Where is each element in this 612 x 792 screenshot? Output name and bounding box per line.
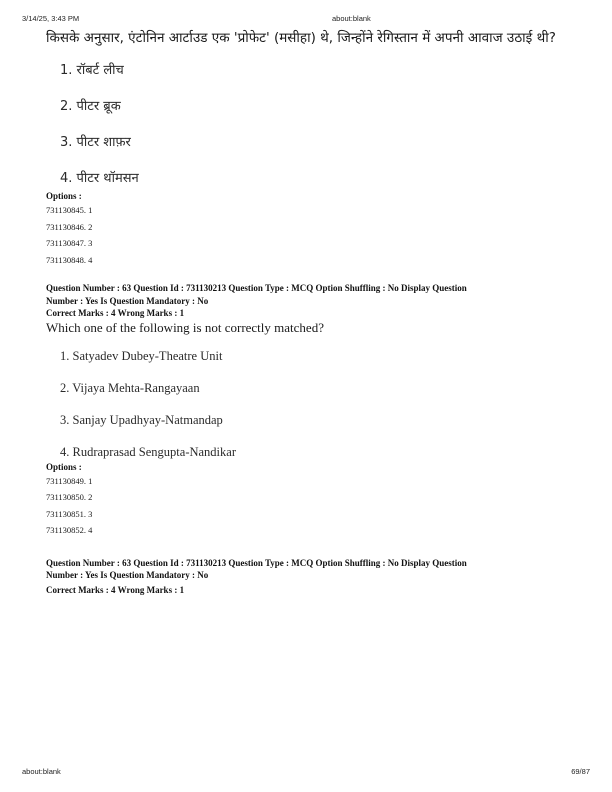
option-id-list [46,473,591,539]
choice-item: 1. रॉबर्ट लीच [60,63,124,78]
option-id-list [46,202,591,268]
question-meta-line: Question Number : 63 Question Id : 731130213 Question Type : MCQ Option Shuffling : No Display Question [46,557,467,568]
option-id-row: 731130847. 3 [46,238,93,248]
options-label: Options : [46,461,82,472]
footer-url: about:blank [22,767,61,776]
question-meta [46,557,591,597]
choice-item: 3. Sanjay Upadhyay-Natmandap [60,412,223,427]
marks-line: Correct Marks : 4 Wrong Marks : 1 [46,584,185,595]
choice-list-english [60,345,591,461]
choice-item: 1. Satyadev Dubey-Theatre Unit [60,348,223,363]
question-meta-line: Question Number : 63 Question Id : 731130213 Question Type : MCQ Option Shuffling : No Display Question [46,283,467,293]
question-text-hindi: किसके अनुसार, एंटोनिन आर्टाउड एक 'प्रोफेट' (मसीहा) थे, जिन्होंने रेगिस्तान में अपनी आवाज उठाई थी? [46,30,556,46]
option-id-row: 731130845. 1 [46,205,93,215]
choice-item: 4. Rudraprasad Sengupta-Nandikar [60,444,236,459]
choice-item: 2. Vijaya Mehta-Rangayaan [60,380,200,395]
option-id-row: 731130848. 4 [46,254,93,265]
option-id-row: 731130852. 4 [46,525,93,535]
print-date: 3/14/25, 3:43 PM [22,14,80,23]
question-meta-line: Number : Yes Is Question Mandatory : No [46,295,209,306]
choice-item: 3. पीटर शाफ़र [60,135,131,150]
option-id-row: 731130849. 1 [46,475,93,486]
choice-item: 4. पीटर थॉमसन [60,171,139,186]
page-number: 69/87 [571,767,590,776]
page-content [46,28,591,596]
print-url: about:blank [332,14,371,23]
option-id-row: 731130846. 2 [46,221,93,232]
option-id-row: 731130850. 2 [46,492,93,502]
choice-item: 2. पीटर ब्रूक [60,99,121,114]
marks-line: Correct Marks : 4 Wrong Marks : 1 [46,308,185,318]
question-meta [46,282,591,320]
question-meta-line: Number : Yes Is Question Mandatory : No [46,570,209,580]
option-id-row: 731130851. 3 [46,508,93,519]
options-label: Options : [46,191,82,201]
question-text-english: Which one of the following is not correctly matched? [46,319,324,335]
choice-list-hindi [60,58,591,190]
